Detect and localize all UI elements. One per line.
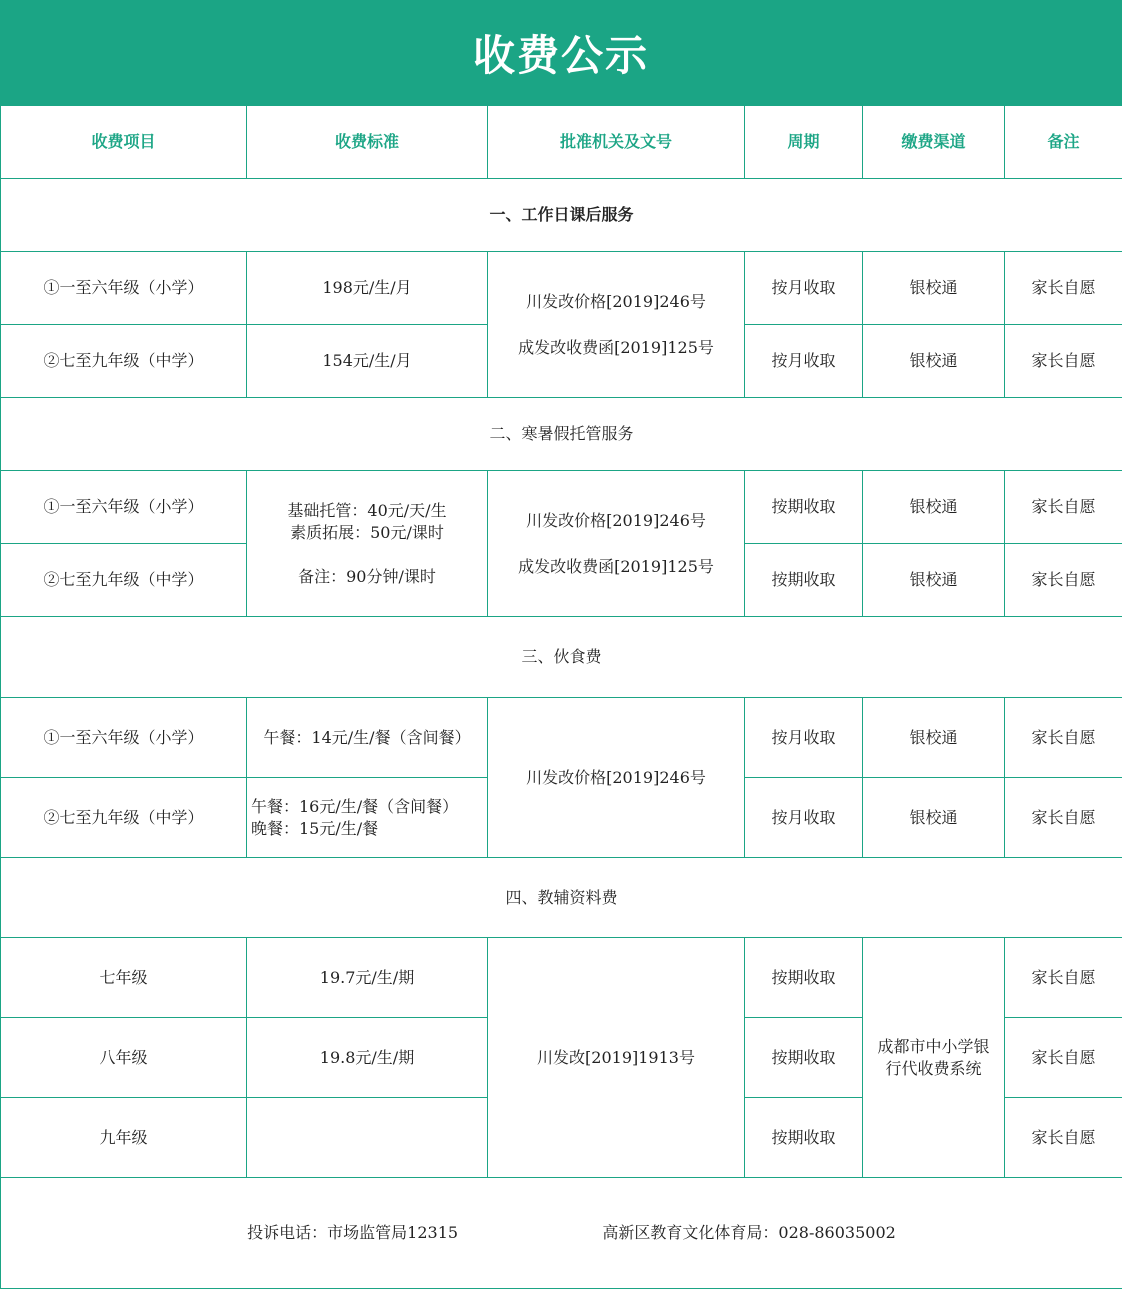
header-period: 周期 bbox=[745, 106, 863, 179]
table-row bbox=[1, 938, 1122, 1018]
cell-approval bbox=[488, 252, 745, 398]
section-row bbox=[1, 858, 1122, 938]
standard-line: 素质拓展：50元/课时 bbox=[290, 522, 444, 542]
cell-channel: 银校通 bbox=[863, 778, 1005, 858]
fee-table bbox=[0, 105, 1122, 1289]
footer-cell bbox=[1, 1178, 1122, 1289]
page-title: 收费公示 bbox=[0, 0, 1122, 105]
cell-standard bbox=[247, 778, 488, 858]
cell-period: 按月收取 bbox=[745, 698, 863, 778]
section-title: 三、伙食费 bbox=[1, 617, 1122, 698]
header-row bbox=[1, 106, 1122, 179]
header-item: 收费项目 bbox=[1, 106, 247, 179]
cell-note: 家长自愿 bbox=[1005, 938, 1122, 1018]
cell-standard bbox=[247, 471, 488, 617]
section-title: 二、寒暑假托管服务 bbox=[1, 398, 1122, 471]
cell-note: 家长自愿 bbox=[1005, 252, 1122, 325]
cell-standard: 19.8元/生/期 bbox=[247, 1018, 488, 1098]
cell-channel: 银校通 bbox=[863, 252, 1005, 325]
cell-note: 家长自愿 bbox=[1005, 1018, 1122, 1098]
standard-line: 晚餐：15元/生/餐 bbox=[251, 818, 379, 838]
cell-channel: 银校通 bbox=[863, 325, 1005, 398]
cell-channel: 银校通 bbox=[863, 471, 1005, 544]
cell-channel: 银校通 bbox=[863, 544, 1005, 617]
cell-item: ①一至六年级（小学） bbox=[1, 471, 247, 544]
header-note: 备注 bbox=[1005, 106, 1122, 179]
complaint-phone: 投诉电话：市场监管局12315 bbox=[247, 1223, 459, 1242]
header-channel: 缴费渠道 bbox=[863, 106, 1005, 179]
footer-row bbox=[1, 1178, 1122, 1289]
cell-note: 家长自愿 bbox=[1005, 698, 1122, 778]
cell-channel bbox=[863, 938, 1005, 1178]
approval-line: 成发改收费函[2019]125号 bbox=[518, 337, 714, 357]
approval-line: 川发改价格[2019]246号 bbox=[526, 291, 706, 311]
cell-period: 按月收取 bbox=[745, 325, 863, 398]
cell-note: 家长自愿 bbox=[1005, 325, 1122, 398]
cell-note: 家长自愿 bbox=[1005, 544, 1122, 617]
cell-item: 八年级 bbox=[1, 1018, 247, 1098]
header-standard: 收费标准 bbox=[247, 106, 488, 179]
cell-standard: 198元/生/月 bbox=[247, 252, 488, 325]
section-row bbox=[1, 617, 1122, 698]
table-row bbox=[1, 471, 1122, 544]
approval-line: 川发改价格[2019]246号 bbox=[526, 510, 706, 530]
cell-note: 家长自愿 bbox=[1005, 471, 1122, 544]
cell-item: ①一至六年级（小学） bbox=[1, 252, 247, 325]
cell-note: 家长自愿 bbox=[1005, 1098, 1122, 1178]
section-title: 一、工作日课后服务 bbox=[1, 179, 1122, 252]
cell-item: ②七至九年级（中学） bbox=[1, 325, 247, 398]
channel-line: 成都市中小学银 bbox=[877, 1036, 990, 1056]
table-row bbox=[1, 252, 1122, 325]
cell-item: ②七至九年级（中学） bbox=[1, 778, 247, 858]
section-row bbox=[1, 398, 1122, 471]
cell-standard: 午餐：14元/生/餐（含间餐） bbox=[247, 698, 488, 778]
cell-period: 按期收取 bbox=[745, 1018, 863, 1098]
cell-standard bbox=[247, 1098, 488, 1178]
cell-period: 按月收取 bbox=[745, 252, 863, 325]
section-title: 四、教辅资料费 bbox=[1, 858, 1122, 938]
cell-channel: 银校通 bbox=[863, 698, 1005, 778]
cell-approval bbox=[488, 471, 745, 617]
cell-item: ②七至九年级（中学） bbox=[1, 544, 247, 617]
header-approval: 批准机关及文号 bbox=[488, 106, 745, 179]
cell-item: 九年级 bbox=[1, 1098, 247, 1178]
cell-period: 按期收取 bbox=[745, 544, 863, 617]
cell-period: 按期收取 bbox=[745, 938, 863, 1018]
standard-line: 备注：90分钟/课时 bbox=[298, 566, 436, 586]
table-row bbox=[1, 698, 1122, 778]
cell-standard: 154元/生/月 bbox=[247, 325, 488, 398]
bureau-phone: 高新区教育文化体育局：028-86035002 bbox=[602, 1223, 896, 1242]
standard-line: 午餐：16元/生/餐（含间餐） bbox=[251, 796, 459, 816]
cell-standard: 19.7元/生/期 bbox=[247, 938, 488, 1018]
cell-item: ①一至六年级（小学） bbox=[1, 698, 247, 778]
cell-period: 按期收取 bbox=[745, 1098, 863, 1178]
section-row bbox=[1, 179, 1122, 252]
standard-line: 基础托管：40元/天/生 bbox=[287, 500, 447, 520]
approval-line: 成发改收费函[2019]125号 bbox=[518, 556, 714, 576]
cell-note: 家长自愿 bbox=[1005, 778, 1122, 858]
cell-approval: 川发改[2019]1913号 bbox=[488, 938, 745, 1178]
cell-period: 按月收取 bbox=[745, 778, 863, 858]
cell-period: 按期收取 bbox=[745, 471, 863, 544]
channel-line: 行代收费系统 bbox=[885, 1058, 982, 1078]
cell-item: 七年级 bbox=[1, 938, 247, 1018]
cell-approval: 川发改价格[2019]246号 bbox=[488, 698, 745, 858]
